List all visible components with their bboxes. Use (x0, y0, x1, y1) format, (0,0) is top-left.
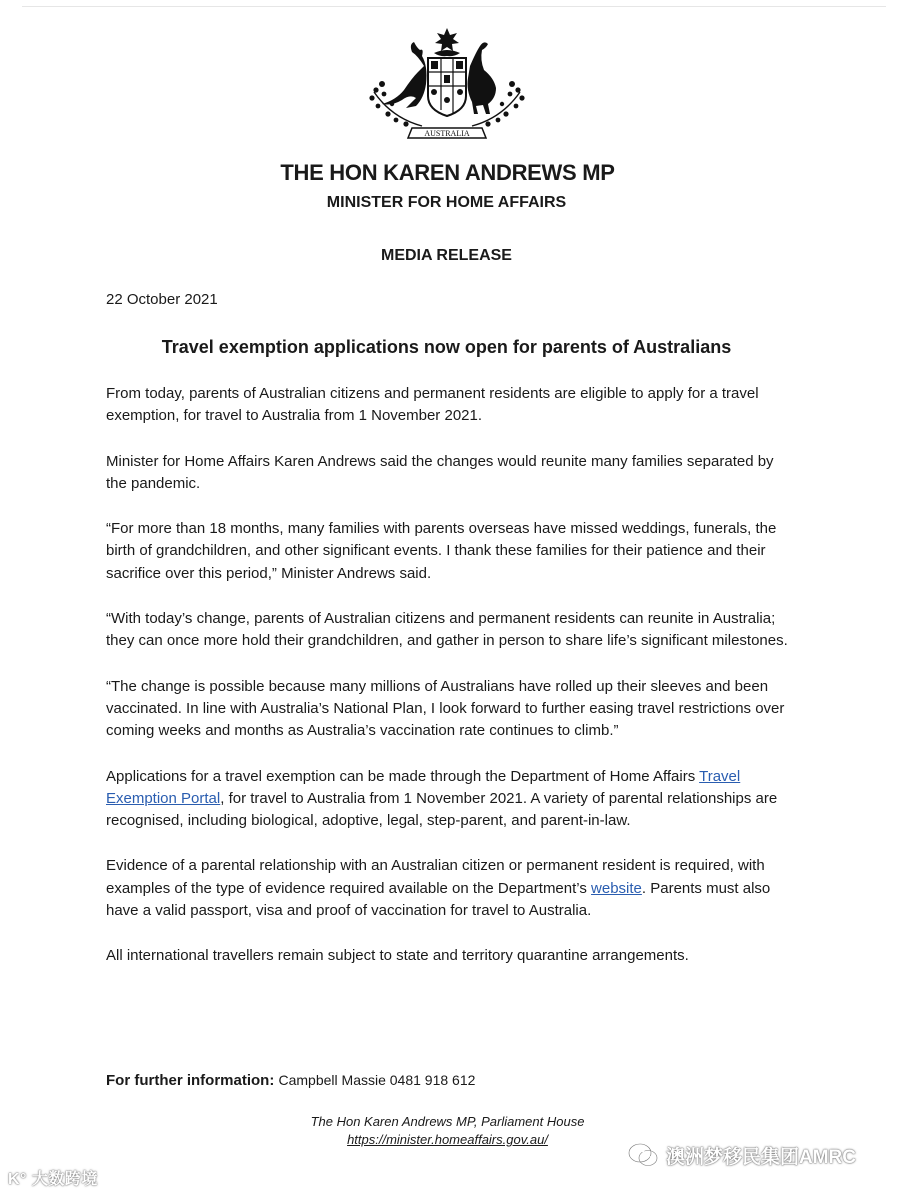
minister-role: MINISTER FOR HOME AFFAIRS (326, 194, 567, 211)
paragraph-6-rest: , for travel to Australia from 1 November 2021. A variety of parental relationships are recognised, including biological, adoptive, legal, step-parent, and parent-in-law. (106, 789, 778, 830)
headline: Travel exemption applications now open for parents of Australians (161, 337, 732, 357)
paragraph-5: “The change is possible because many millions of Australians have rolled up their sleeves and been vaccinated. In line with Australia’s National Plan, I look forward to further easing travel restrictions over coming weeks and months as Australia’s vaccination rate continues to climb.” (106, 677, 785, 740)
footer-address: The Hon Karen Andrews MP, Parliament House (310, 1114, 585, 1129)
crest-scroll-label: AUSTRALIA (424, 129, 470, 138)
paragraph-8: All international travellers remain subject to state and territory quarantine arrangements. (106, 947, 689, 965)
watermark-left: K° 大数跨境 (8, 1171, 98, 1188)
contact-label: For further information: (106, 1072, 275, 1089)
paragraph-6 (106, 766, 796, 833)
department-website-link[interactable]: website (591, 879, 642, 897)
minister-name: THE HON KAREN ANDREWS MP (280, 160, 615, 185)
paragraph-2: Minister for Home Affairs Karen Andrews said the changes would reunite many families separated by the pandemic. (106, 452, 774, 492)
body-text (106, 383, 796, 991)
contact-details: Campbell Massie 0481 918 612 (278, 1072, 476, 1088)
top-divider (22, 6, 886, 7)
media-release-label: MEDIA RELEASE (381, 247, 512, 264)
coat-of-arms-icon (362, 26, 532, 144)
release-date: 22 October 2021 (106, 291, 218, 308)
paragraph-3: “For more than 18 months, many families with parents overseas have missed weddings, funerals, the birth of grandchildren, and other significant events. I thank these families for their patience and their sacrifice over this period,” Minister Andrews said. (106, 520, 777, 582)
paragraph-7-intro: Evidence of a parental relationship with an Australian citizen or permanent resident is required, with examples of the type of evidence required available on the Department’s (106, 857, 765, 897)
travel-exemption-portal-link[interactable]: Travel Exemption Portal (106, 767, 741, 807)
paragraph-4: “With today’s change, parents of Australian citizens and permanent residents can reunite in Australia; they can once more hold their grandchildren, and gather in person to share life’s significant milestones. (106, 610, 788, 650)
paragraph-7 (106, 855, 796, 922)
watermark-right-text: 澳洲梦移民集团AMRC (666, 1146, 856, 1168)
wechat-icon (628, 1142, 658, 1168)
watermark-right (628, 1140, 856, 1170)
paragraph-7-rest: . Parents must also have a valid passport, visa and proof of vaccination for travel to Australia. (106, 879, 771, 920)
contact-info (106, 1072, 475, 1089)
footer-url-link[interactable]: https://minister.homeaffairs.gov.au/ (347, 1132, 548, 1147)
paragraph-6-intro: Applications for a travel exemption can be made through the Department of Home Affairs (106, 767, 700, 785)
paragraph-1: From today, parents of Australian citizens and permanent residents are eligible to apply for a travel exemption, for travel to Australia from 1 November 2021. (106, 385, 759, 425)
